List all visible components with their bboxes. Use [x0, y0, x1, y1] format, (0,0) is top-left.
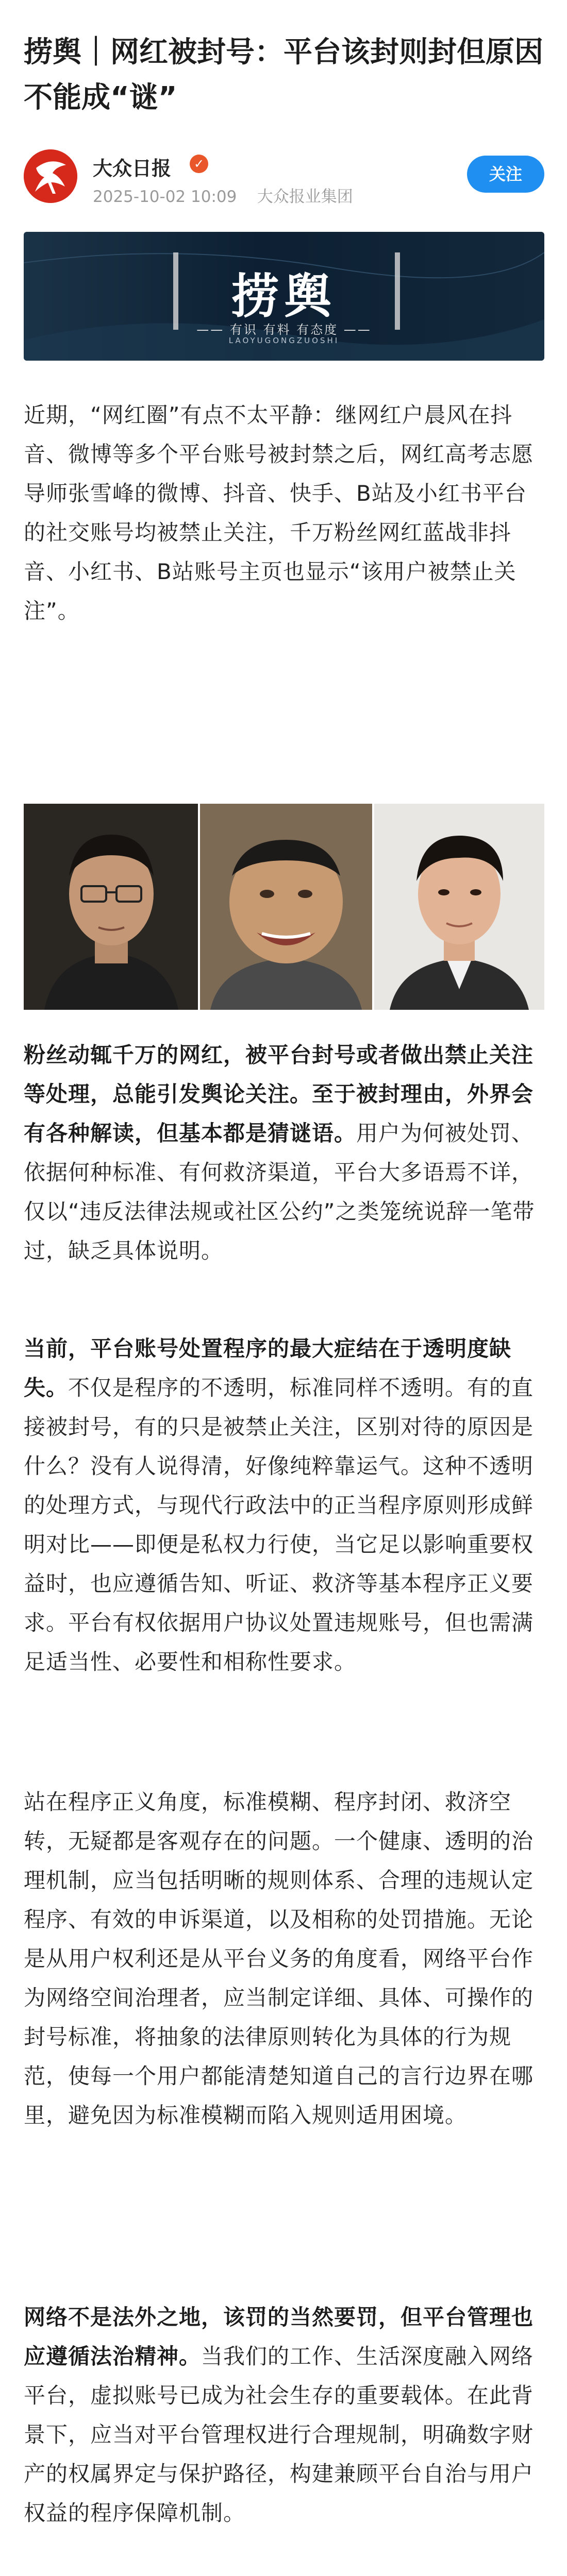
banner-tagline: —— 有识 有料 有态度 ——: [196, 323, 372, 337]
paragraph-1: [24, 396, 544, 631]
author-meta: 2025-10-02 10:09 大众报业集团: [93, 188, 353, 206]
column-banner: [24, 232, 544, 361]
banner-logo: [163, 247, 405, 345]
verified-badge-icon: ✓: [190, 155, 208, 173]
paragraph-5-text: 当我们的工作、生活深度融入网络平台，虚拟账号已成为社会生存的重要载体。在此背景下，应当对平台管理权进行合理规制，明确数字财产的权属界定与保护路径，构建兼顾平台自治与用户权益的程序保障机制。: [24, 2344, 534, 2526]
author-row: [24, 144, 544, 211]
paragraph-3-bold: 当前，平台账号处置程序的最大症结在于透明度缺失。: [24, 1336, 512, 1400]
article-headline: 捞舆｜网红被封号：平台该封则封但原因不能成“谜”: [24, 36, 543, 114]
paragraph-4-text: 站在程序正义角度，标准模糊、程序封闭、救济空转，无疑都是客观存在的问题。一个健康、透明的治理机制，应当包括明晰的规则体系、合理的违规认定程序、有效的申诉渠道，以及相称的处罚措施。无论是从用户权利还是从平台义务的角度看，网络平台作为网络空间治理者，应当制定详细、具体、可操作的封号标准，将抽象的法律原则转化为具体的行为规范，使每一个用户都能清楚知道自己的言行边界在哪里，避免因为标准模糊而陷入规则适用困境。: [24, 1789, 534, 2128]
paragraph-3: [24, 1329, 544, 1682]
paragraph-4: [24, 1783, 544, 2135]
follow-button[interactable]: 关注: [467, 156, 544, 193]
paragraph-3-text: 不仅是程序的不透明，标准同样不透明。有的直接被封号，有的只是被禁止关注，区别对待的原因是什么？没有人说得清，好像纯粹靠运气。这种不透明的处理方式，与现代行政法中的正当程序原则形成鲜明对比——即便是私权力行使，当它足以影响重要权益时，也应遵循告知、听证、救济等基本程序正义要求。平台有权依据用户协议处置违规账号，但也需满足适当性、必要性和相称性要求。: [24, 1375, 534, 1674]
dazhong-ribao-logo: [24, 149, 77, 203]
photo-person-1: [24, 804, 198, 1010]
author-avatar[interactable]: [24, 149, 77, 203]
paragraph-5: [24, 2298, 544, 2533]
author-name[interactable]: 大众日报: [93, 157, 172, 180]
paragraph-5-bold: 网络不是法外之地，该罚的当然要罚，但平台管理也应遵循法治精神。: [24, 2304, 534, 2369]
banner-pinyin: LAOYUGONGZUOSHI: [228, 336, 340, 345]
paragraph-2-text: 用户为何被处罚、依据何种标准、有何救济渠道，平台大多语焉不详，仅以“违反法律法规或社区公约”之类笼统说辞一笔带过，缺乏具体说明。: [24, 1121, 535, 1263]
photo-strip[interactable]: [24, 804, 544, 1010]
photo-person-3: [374, 804, 544, 1010]
paragraph-1-text: 近期，“网红圈”有点不太平静：继网红户晨风在抖音、微博等多个平台账号被封禁之后，网红高考志愿导师张雪峰的微博、抖音、快手、B站及小红书平台的社交账号均被禁止关注，千万粉丝网红蓝战非抖音、小红书、B站账号主页也显示“该用户被禁止关注”。: [24, 402, 534, 623]
paragraph-2: [24, 1036, 544, 1270]
paragraph-2-bold: 粉丝动辄千万的网红，被平台封号或者做出禁止关注等处理，总能引发舆论关注。至于被封理由，外界会有各种解读，但基本都是猜谜语。: [24, 1042, 534, 1146]
photo-person-2: [200, 804, 372, 1010]
banner-title: 捞舆: [231, 268, 337, 324]
